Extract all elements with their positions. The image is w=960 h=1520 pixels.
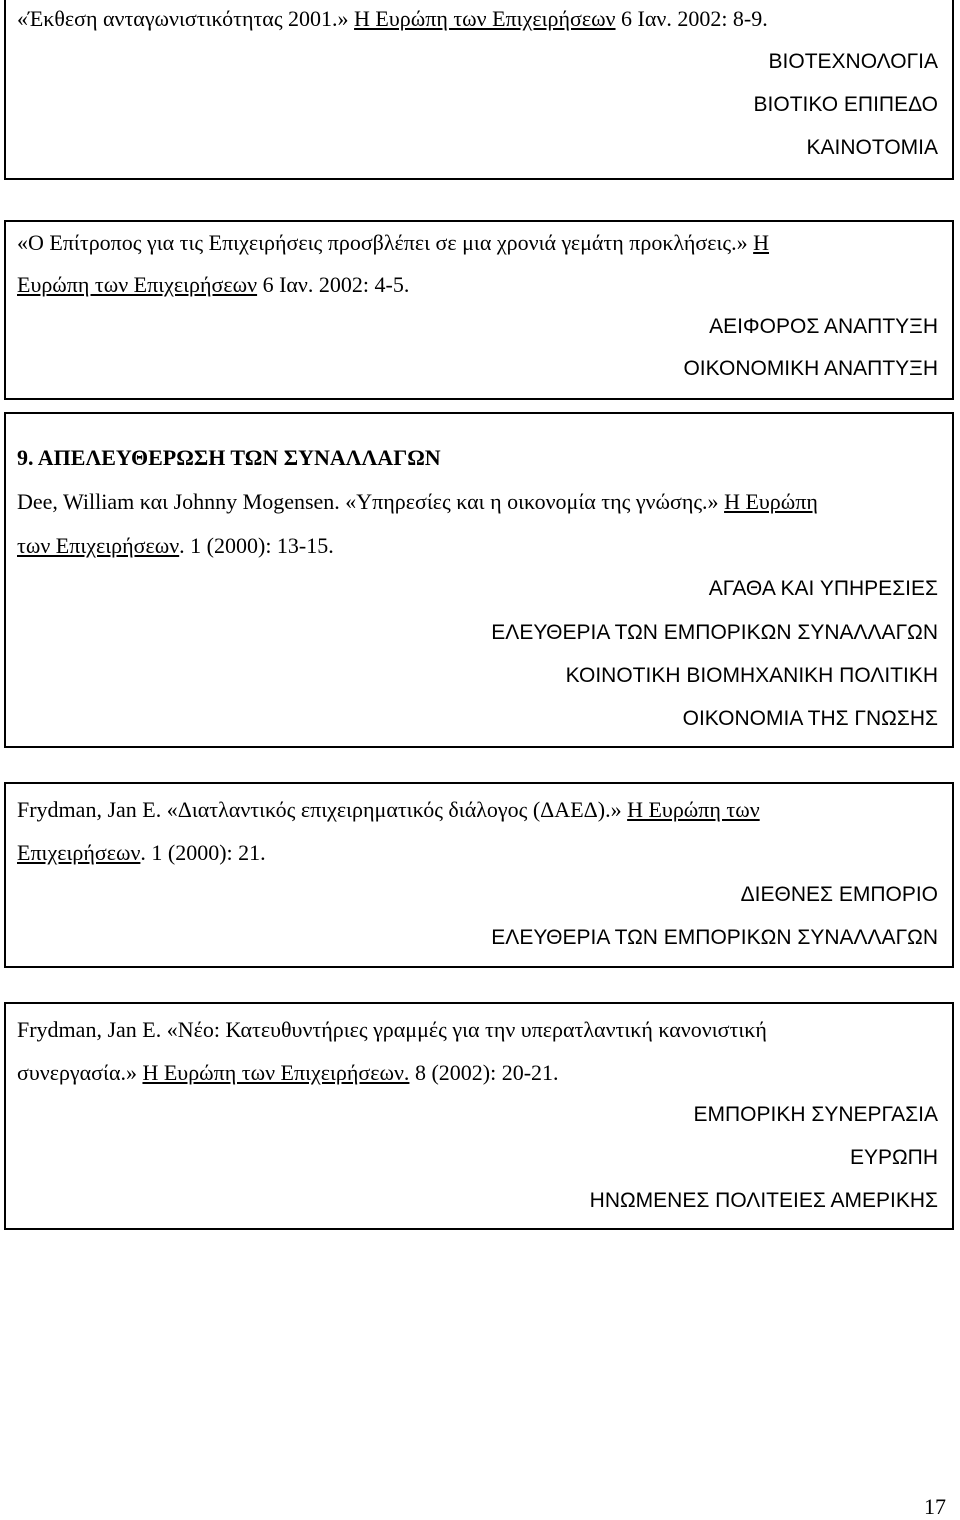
citation-line: συνεργασία.» Η Ευρώπη των Επιχειρήσεων. 8 (2002): 20-21. <box>17 1060 559 1085</box>
citation-line: Ευρώπη των Επιχειρήσεων 6 Ιαν. 2002: 4-5. <box>17 272 410 297</box>
keyword: ΕΥΡΩΠΗ <box>849 1146 938 1169</box>
keyword: ΚΑΙΝΟΤΟΜΙΑ <box>806 136 938 159</box>
citation-line: Frydman, Jan E. «Διατλαντικός επιχειρηματικός διάλογος (ΔΑΕΔ).» Η Ευρώπη των <box>17 797 760 822</box>
bibliography-entry-1 <box>4 0 954 180</box>
journal-title: των Επιχειρήσεων <box>17 533 180 558</box>
citation-line: Frydman, Jan E. «Νέο: Κατευθυντήριες γραμμές για την υπερατλαντική κανονιστική <box>17 1017 767 1042</box>
bibliography-entry-4 <box>4 782 954 968</box>
citation-line: «Έκθεση ανταγωνιστικότητας 2001.» Η Ευρώπη των Επιχειρήσεων 6 Ιαν. 2002: 8-9. <box>17 6 768 31</box>
keyword: ΒΙΟΤΕΧΝΟΛΟΓΙΑ <box>768 50 938 73</box>
journal-title: Η Ευρώπη <box>724 489 818 514</box>
bibliography-entry-2 <box>4 220 954 400</box>
keyword: ΟΙΚΟΝΟΜΙΚΗ ΑΝΑΠΤΥΞΗ <box>683 357 938 380</box>
journal-title: Η Ευρώπη των Επιχειρήσεων. <box>142 1060 410 1085</box>
citation-line: των Επιχειρήσεων. 1 (2000): 13-15. <box>17 533 334 558</box>
journal-title: Η <box>753 230 770 255</box>
journal-title: Η Ευρώπη των <box>627 797 760 822</box>
section-heading: 9. ΑΠΕΛΕΥΘΕΡΩΣΗ ΤΩΝ ΣΥΝΑΛΛΑΓΩΝ <box>17 445 441 470</box>
journal-title: Ευρώπη των Επιχειρήσεων <box>17 272 258 297</box>
journal-title: Η Ευρώπη των Επιχειρήσεων <box>354 6 616 31</box>
keyword: ΔΙΕΘΝΕΣ ΕΜΠΟΡΙΟ <box>740 883 938 906</box>
bibliography-entry-3 <box>4 412 954 748</box>
citation-line: Επιχειρήσεων. 1 (2000): 21. <box>17 840 266 865</box>
journal-title: Επιχειρήσεων <box>17 840 141 865</box>
keyword: ΟΙΚΟΝΟΜΙΑ ΤΗΣ ΓΝΩΣΗΣ <box>682 707 938 730</box>
keyword: ΒΙΟΤΙΚΟ ΕΠΙΠΕΔΟ <box>753 93 938 116</box>
citation-line: Dee, William και Johnny Mogensen. «Υπηρεσίες και η οικονομία της γνώσης.» Η Ευρώπη <box>17 489 818 514</box>
keyword: ΕΜΠΟΡΙΚΗ ΣΥΝΕΡΓΑΣΙΑ <box>693 1103 938 1126</box>
page-number: 17 <box>924 1494 946 1519</box>
keyword: ΗΝΩΜΕΝΕΣ ΠΟΛΙΤΕΙΕΣ ΑΜΕΡΙΚΗΣ <box>589 1189 938 1212</box>
citation-line: «Ο Επίτροπος για τις Επιχειρήσεις προσβλέπει σε μια χρονιά γεμάτη προκλήσεις.» Η <box>17 230 770 255</box>
keyword: ΑΕΙΦΟΡΟΣ ΑΝΑΠΤΥΞΗ <box>709 315 938 338</box>
keyword: ΑΓΑΘΑ ΚΑΙ ΥΠΗΡΕΣΙΕΣ <box>708 577 938 600</box>
keyword: ΚΟΙΝΟΤΙΚΗ ΒΙΟΜΗΧΑΝΙΚΗ ΠΟΛΙΤΙΚΗ <box>565 664 938 687</box>
keyword: ΕΛΕΥΘΕΡΙΑ ΤΩΝ ΕΜΠΟΡΙΚΩΝ ΣΥΝΑΛΛΑΓΩΝ <box>491 926 938 949</box>
keyword: ΕΛΕΥΘΕΡΙΑ ΤΩΝ ΕΜΠΟΡΙΚΩΝ ΣΥΝΑΛΛΑΓΩΝ <box>491 621 938 644</box>
bibliography-entry-5 <box>4 1002 954 1230</box>
